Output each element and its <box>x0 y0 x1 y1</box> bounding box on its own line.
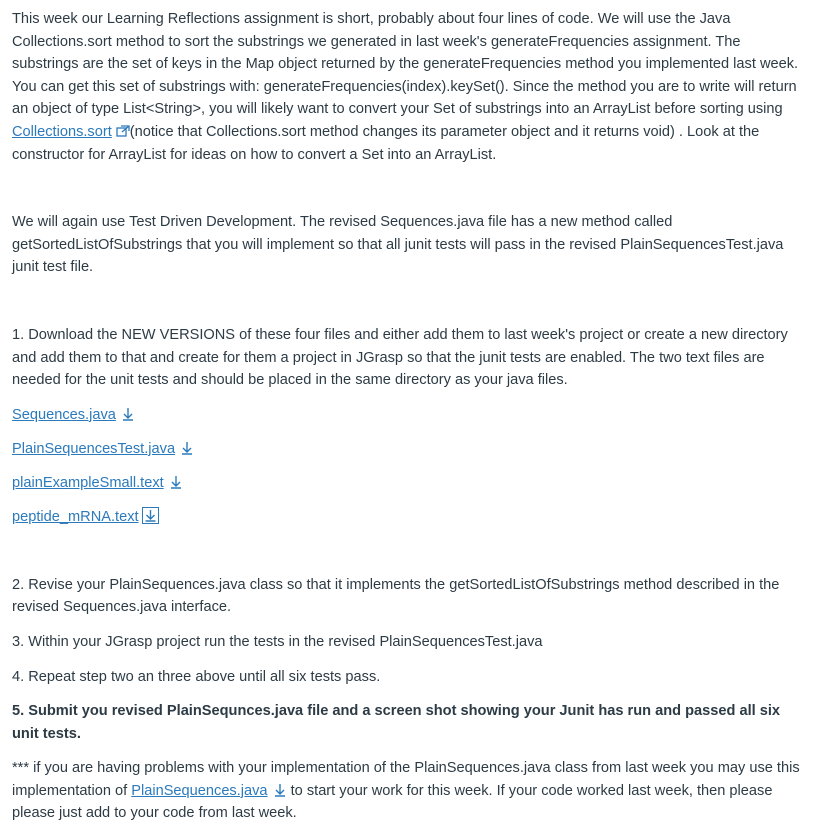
file-link-plainexamplesmall-text[interactable]: plainExampleSmall.text <box>12 474 164 491</box>
download-arrow-icon[interactable] <box>273 783 287 797</box>
collections-sort-link[interactable]: Collections.sort <box>12 123 112 140</box>
file-item <box>12 404 805 426</box>
note-text-a: *** if you are having problems with your implementation of the PlainSequences.java class from last week you may use this implementation of <box>12 760 800 799</box>
step-1: 1. Download the NEW VERSIONS of these four files and either add them to last week's project or create a new directory and add them to that and create for them a project in JGrasp so that the junit tests are enabled. The two text files are needed for the unit tests and should be placed in the same directory as your java files. <box>12 326 788 389</box>
step-5: 5. Submit you revised PlainSequnces.java file and a screen shot showing your Junit has run and passed all six unit tests. <box>12 703 781 742</box>
implementation-note <box>12 757 805 825</box>
intro-text-a: This week our Learning Reflections assignment is short, probably about four lines of code. We will use the Java Collections.sort method to sort the substrings we generated in last week's generateFrequencies assignment. The substrings are the set of keys in the Map object returned by the generateFrequencies method you implemented last week. You can get this set of substrings with: generateFrequencies(index).keySet(). Since the method you are to write will return an object of type List<String>, you will likely want to convert your Set of substrings into an ArrayList before sorting using <box>12 11 799 118</box>
note-text-b: to start your work for this week. If your code worked last week, then please please just add to your code from last week. <box>12 782 773 822</box>
download-arrow-icon[interactable] <box>142 507 159 524</box>
download-arrow-icon[interactable] <box>169 475 183 489</box>
tdd-paragraph: We will again use Test Driven Development. The revised Sequences.java file has a new method called getSortedListOfSubstrings that you will implement so that all junit tests will pass in the revised PlainSequencesTest.java junit test file. <box>12 214 784 276</box>
step-3: 3. Within your JGrasp project run the tests in the revised PlainSequencesTest.java <box>12 633 543 650</box>
file-item <box>12 506 805 528</box>
step-4: 4. Repeat step two an three above until all six tests pass. <box>12 668 381 685</box>
file-link-sequences-java[interactable]: Sequences.java <box>12 406 116 423</box>
file-link-plainsequencestest-java[interactable]: PlainSequencesTest.java <box>12 440 176 457</box>
file-link-peptide-mrna-text[interactable]: peptide_mRNA.text <box>12 508 139 525</box>
step-2: 2. Revise your PlainSequences.java class so that it implements the getSortedListOfSubstrings method described in the revised Sequences.java interface. <box>12 576 780 616</box>
file-item <box>12 472 805 494</box>
download-arrow-icon[interactable] <box>121 407 135 421</box>
download-arrow-icon[interactable] <box>180 441 194 455</box>
intro-text-b: (notice that Collections.sort method changes its parameter object and it returns void) . Look at the constructor for ArrayList for ideas on how to convert a Set into an ArrayList. <box>12 123 760 163</box>
external-link-icon[interactable] <box>116 125 130 137</box>
plainsequences-java-link[interactable]: PlainSequences.java <box>131 782 268 799</box>
intro-paragraph <box>12 8 805 166</box>
file-item <box>12 438 805 460</box>
